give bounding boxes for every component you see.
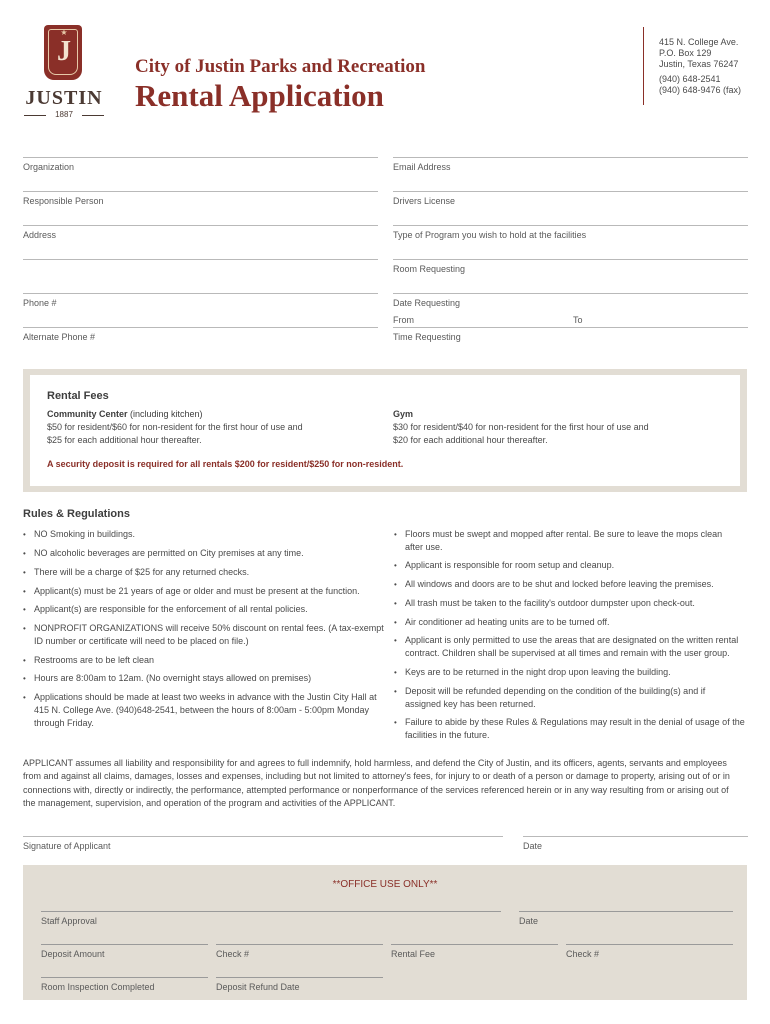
rule-left-8: Hours are 8:00am to 12am. (No overnight stays allowed on premises)	[34, 673, 312, 683]
signature-field[interactable]	[23, 836, 503, 837]
logo-year: 1887	[55, 110, 73, 119]
bullet-icon: •	[23, 605, 26, 614]
community-center-fee-line-1: $50 for resident/$60 for non-resident for the first hour of use and	[47, 422, 303, 432]
rule-right-4: All trash must be taken to the facility's outdoor dumpster upon check-out.	[405, 598, 695, 608]
date-to-label: To	[573, 315, 583, 325]
logo-wordmark: JUSTIN	[25, 87, 103, 109]
community-center-name: Community Center	[47, 409, 128, 419]
liability-statement	[23, 757, 748, 810]
rule-left-5: Applicant(s) are responsible for the enforcement of all rental policies.	[34, 604, 308, 614]
rule-left-6: NONPROFIT ORGANIZATIONS will receive 50% discount on rental fees. (A tax-exempt ID number or certificate will need to be placed on file.)	[34, 623, 384, 646]
date-requesting-field[interactable]	[393, 327, 748, 328]
alternate-phone-label: Alternate Phone #	[23, 332, 96, 342]
address-line-2: P.O. Box 129	[659, 48, 712, 58]
gym-name: Gym	[393, 409, 414, 419]
rule-left-7: Restrooms are to be left clean	[34, 655, 155, 665]
address-line-3: Justin, Texas 76247	[659, 59, 739, 69]
address-label: Address	[23, 230, 57, 240]
bullet-icon: •	[394, 718, 397, 727]
logo-badge-border	[48, 29, 78, 75]
bullet-icon: •	[394, 580, 397, 589]
logo-badge	[44, 25, 82, 80]
program-type-label: Type of Program you wish to hold at the facilities	[393, 230, 587, 240]
organization-field[interactable]	[23, 191, 378, 192]
room-inspection-field[interactable]	[41, 977, 208, 978]
bullet-icon: •	[23, 656, 26, 665]
organization-top-rule	[23, 157, 378, 158]
rule-right-6: Applicant is only permitted to use the areas that are designated on the written rental contract. Children shall be supervised at all times and remain with the user group.	[405, 635, 739, 658]
rule-right-3: All windows and doors are to be shut and locked before leaving the premises.	[405, 579, 714, 589]
time-requesting-label: Time Requesting	[393, 332, 461, 342]
program-type-field[interactable]	[393, 259, 748, 260]
liability-line-4: the management, supervision, and operation of the program and activities of the APPLICANT.	[23, 797, 396, 808]
community-center-fee-line-2: $25 for each additional hour thereafter.	[47, 435, 202, 445]
address-divider	[643, 27, 644, 105]
community-center-heading	[47, 409, 203, 419]
rule-left-4: Applicant(s) must be 21 years of age or older and must be present at the function.	[34, 586, 360, 596]
office-date-label: Date	[519, 916, 539, 926]
deposit-amount-field[interactable]	[41, 944, 208, 945]
liability-line-2: from and against all claims, damages, losses and expenses, including but not limited to attorney's fees, for injury to or death of a person or damage to property, arising out of or in	[23, 771, 730, 782]
phone-line: (940) 648-2541	[659, 74, 721, 84]
date-from-label: From	[393, 315, 414, 325]
address-line-1: 415 N. College Ave.	[659, 37, 739, 47]
bullet-icon: •	[394, 636, 397, 645]
liability-line-3: connections with, directly or indirectly, the performance, attempted performance or nonperformance of the services referenced herein or in any way resulting from or arising out of	[23, 784, 729, 795]
signature-date-field[interactable]	[523, 836, 748, 837]
rule-left-2: NO alcoholic beverages are permitted on City premises at any time.	[34, 548, 304, 558]
logo-year-line-right	[82, 115, 104, 116]
email-label: Email Address	[393, 162, 451, 172]
rental-fees-title: Rental Fees	[47, 390, 109, 402]
rental-check-label: Check #	[566, 949, 600, 959]
bullet-icon: •	[394, 618, 397, 627]
deposit-refund-date-field[interactable]	[216, 977, 383, 978]
rental-fee-field[interactable]	[391, 944, 558, 945]
rule-left-3: There will be a charge of $25 for any returned checks.	[34, 567, 250, 577]
email-field[interactable]	[393, 191, 748, 192]
office-use-title: **OFFICE USE ONLY**	[332, 879, 438, 890]
room-requesting-field[interactable]	[393, 293, 748, 294]
drivers-license-field[interactable]	[393, 225, 748, 226]
rule-left-9: Applications should be made at least two weeks in advance with the Justin City Hall at 415 N. College Ave. (940)648-2541, between the hours of 8:00am - 5:00pm Monday through Friday.	[34, 692, 377, 728]
office-date-field[interactable]	[519, 911, 733, 912]
bullet-icon: •	[394, 668, 397, 677]
gym-heading	[393, 409, 413, 419]
rule-right-5: Air conditioner ad heating units are to be turned off.	[405, 617, 610, 627]
room-inspection-label: Room Inspection Completed	[41, 982, 155, 992]
staff-approval-label: Staff Approval	[41, 916, 97, 926]
responsible-person-field[interactable]	[23, 225, 378, 226]
drivers-license-label: Drivers License	[393, 196, 456, 206]
bullet-icon: •	[394, 599, 397, 608]
date-requesting-label: Date Requesting	[393, 298, 461, 308]
rule-right-7: Keys are to be returned in the night drop upon leaving the building.	[405, 667, 671, 677]
bullet-icon: •	[394, 561, 397, 570]
liability-line-1: APPLICANT assumes all liability and responsibility for and agrees to full indemnify, hold harmless, and defend the City of Justin, and its officers, agents, servants and employees	[23, 758, 727, 768]
organization-label: Organization	[23, 162, 75, 172]
address-field-line-1[interactable]	[23, 259, 378, 260]
deposit-check-field[interactable]	[216, 944, 383, 945]
bullet-icon: •	[23, 674, 26, 683]
page-title: Rental Application	[135, 78, 384, 113]
gym-fee-line-1: $30 for resident/$40 for non-resident for the first hour of use and	[393, 422, 649, 432]
responsible-person-label: Responsible Person	[23, 196, 104, 206]
bullet-icon: •	[23, 587, 26, 596]
bullet-icon: •	[394, 687, 397, 696]
deposit-amount-label: Deposit Amount	[41, 949, 105, 959]
deposit-check-label: Check #	[216, 949, 250, 959]
address-field-line-2[interactable]	[23, 293, 378, 294]
phone-label: Phone #	[23, 298, 57, 308]
phone-field[interactable]	[23, 327, 378, 328]
rule-right-2: Applicant is responsible for room setup and cleanup.	[405, 560, 615, 570]
email-top-rule	[393, 157, 748, 158]
gym-fee-line-2: $20 for each additional hour thereafter.	[393, 435, 548, 445]
community-center-note: (including kitchen)	[127, 409, 203, 419]
rental-fee-label: Rental Fee	[391, 949, 436, 959]
bullet-icon: •	[23, 693, 26, 702]
bullet-icon: •	[23, 530, 26, 539]
staff-approval-field[interactable]	[41, 911, 501, 912]
justin-logo	[22, 25, 106, 122]
rental-check-field[interactable]	[566, 944, 733, 945]
bullet-icon: •	[394, 530, 397, 539]
rules-title: Rules & Regulations	[23, 508, 130, 520]
logo-letter: J	[57, 36, 71, 67]
rule-right-1: Floors must be swept and mopped after rental. Be sure to leave the mops clean after use.	[405, 529, 723, 552]
rule-left-1: NO Smoking in buildings.	[34, 529, 136, 539]
rule-right-8: Deposit will be refunded depending on the condition of the building(s) and if assigned key has been returned.	[405, 686, 706, 709]
security-deposit-note: A security deposit is required for all rentals $200 for resident/$250 for non-resident.	[47, 459, 404, 469]
logo-year-row	[22, 110, 106, 120]
rule-right-9: Failure to abide by these Rules & Regulations may result in the denial of usage of the facilities in the future.	[405, 717, 745, 740]
room-requesting-label: Room Requesting	[393, 264, 466, 274]
city-title: City of Justin Parks and Recreation	[135, 56, 426, 77]
signature-label: Signature of Applicant	[23, 841, 111, 851]
fax-line: (940) 648-9476 (fax)	[659, 85, 742, 95]
bullet-icon: •	[23, 568, 26, 577]
signature-date-label: Date	[523, 841, 543, 851]
star-icon: ★	[60, 28, 68, 37]
deposit-refund-date-label: Deposit Refund Date	[216, 982, 300, 992]
bullet-icon: •	[23, 549, 26, 558]
bullet-icon: •	[23, 624, 26, 633]
